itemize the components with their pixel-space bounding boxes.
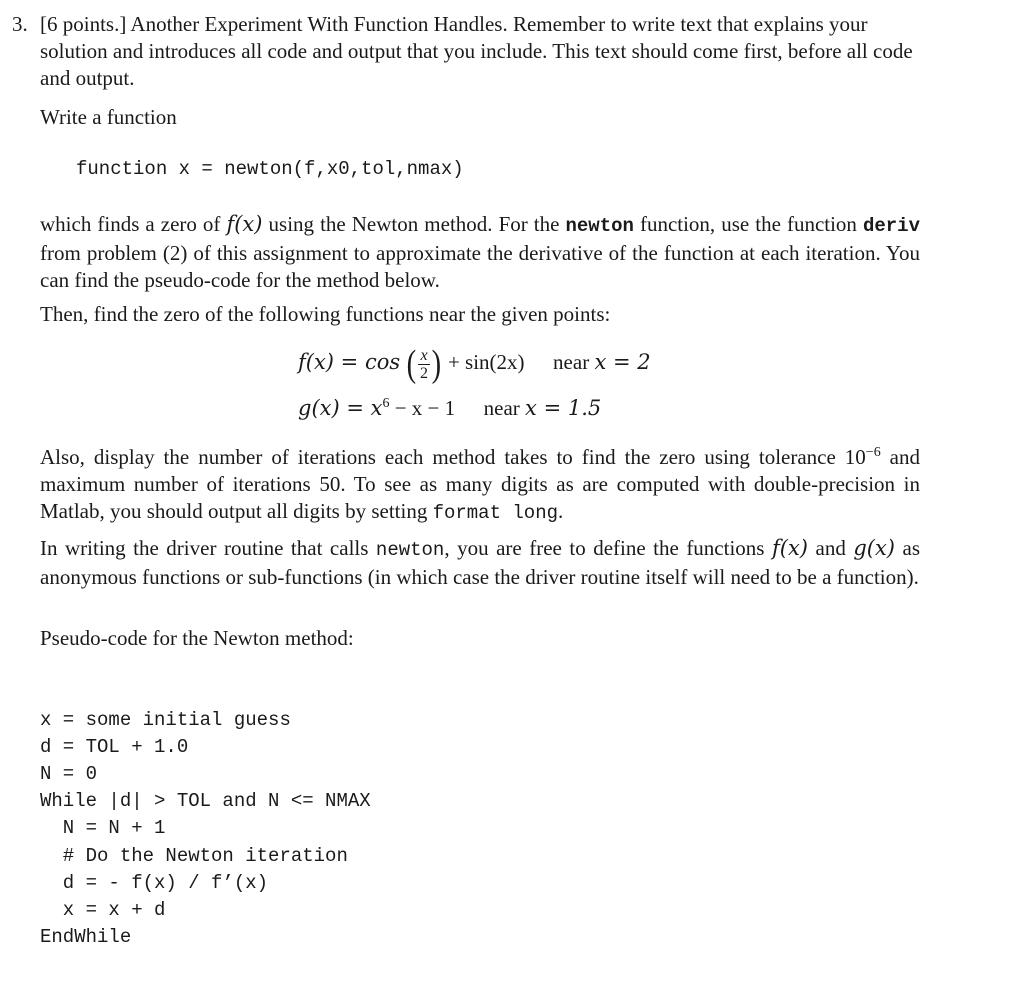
equation-g-rhs: − x − 1	[389, 396, 456, 420]
equation-g-lhs: g(x) = x	[298, 396, 383, 420]
pseudo-line: x = x + d	[40, 898, 166, 921]
pseudo-line: N = N + 1	[40, 817, 166, 840]
pseudo-line: # Do the Newton iteration	[40, 844, 348, 867]
description-part-4: from problem (2) of this assignment to approximate the derivative of the function at each iteration. You can find the pseudo-code for the method below.	[40, 241, 920, 292]
driver-paragraph	[40, 535, 920, 591]
equation-f-near: near	[553, 349, 590, 374]
fraction-denominator: 2	[420, 364, 429, 382]
code-format-long: format long	[432, 502, 558, 524]
fraction	[418, 347, 430, 382]
equation-g-point: x = 1.5	[525, 396, 602, 420]
math-fx: f(x)	[226, 212, 263, 236]
pseudo-code-block	[40, 680, 371, 1005]
equation-f	[298, 345, 651, 383]
driver-part-4: as anonymous functions or sub-functions (in which case the driver routine itself will need to be a function).	[40, 536, 920, 589]
equation-f-lhs: f(x) = cos	[298, 349, 401, 374]
description-paragraph	[40, 211, 920, 294]
paren-close: )	[431, 343, 442, 385]
pseudo-line: d = - f(x) / f’(x)	[40, 871, 269, 894]
then-find-text: Then, find the zero of the following functions near the given points:	[40, 302, 611, 326]
equation-f-rhs: + sin(2x)	[447, 349, 525, 374]
pseudo-line: x = some initial guess	[40, 709, 291, 732]
pseudo-line: EndWhile	[40, 925, 132, 948]
question-intro: [6 points.] Another Experiment With Function Handles. Remember to write text that explains your solution and introduces all code and output that you include. This text should come first, before all code and output.	[40, 12, 913, 90]
math-gx-driver: g(x)	[853, 536, 895, 560]
description-part-1: which finds a zero of	[40, 212, 227, 236]
description-part-2: using the Newton method. For the	[262, 212, 566, 236]
equation-g-near: near	[483, 396, 520, 420]
function-signature: function x = newton(f,x0,tol,nmax)	[76, 158, 464, 180]
fraction-numerator: x	[418, 347, 430, 365]
pseudo-line: d = TOL + 1.0	[40, 736, 189, 759]
code-newton-driver: newton	[375, 539, 445, 561]
also-paragraph	[40, 444, 920, 527]
pseudo-line: N = 0	[40, 763, 98, 786]
also-part-3: .	[558, 499, 564, 523]
driver-part-1: In writing the driver routine that calls	[40, 536, 376, 560]
also-part-2: and maximum number of iterations 50. To see as many digits as are computed with double-precision in Matlab, you should output all digits by setting	[40, 445, 921, 523]
write-function-text: Write a function	[40, 105, 177, 129]
driver-part-2: , you are free to define the functions	[444, 536, 772, 560]
equation-f-point: x = 2	[594, 349, 651, 374]
pseudo-code-title: Pseudo-code for the Newton method:	[40, 626, 354, 650]
code-deriv: deriv	[862, 215, 920, 237]
pseudo-line: While |d| > TOL and N <= NMAX	[40, 790, 371, 813]
math-fx-driver: f(x)	[771, 536, 808, 560]
equation-g	[298, 396, 601, 421]
paren-open: (	[406, 343, 417, 385]
tolerance-exponent: −6	[865, 445, 881, 460]
driver-part-3: and	[808, 536, 854, 560]
question-number: 3.	[12, 12, 28, 36]
equation-g-exponent: 6	[382, 396, 390, 411]
description-part-3: function, use the function	[633, 212, 863, 236]
code-newton: newton	[565, 215, 634, 237]
also-part-1: Also, display the number of iterations each method takes to find the zero using tolerance 10	[40, 445, 866, 469]
